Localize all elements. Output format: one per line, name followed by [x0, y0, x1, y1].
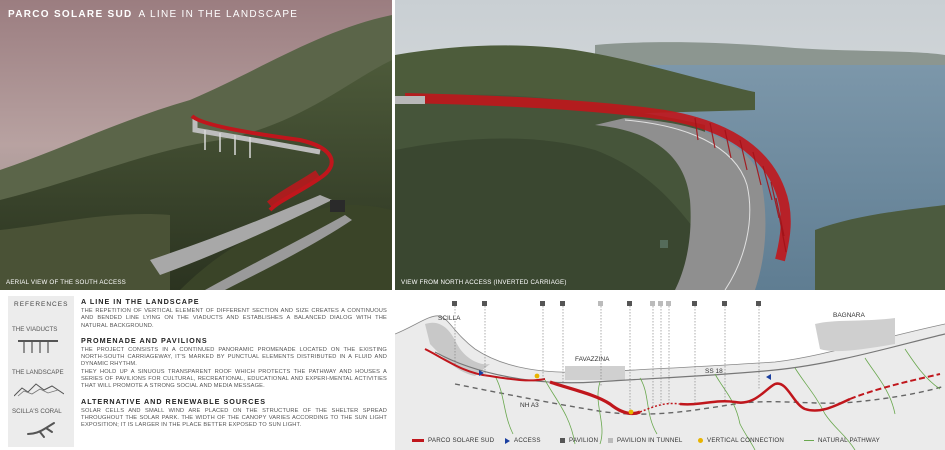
- references-heading: REFERENCES: [14, 301, 69, 308]
- legend-item-pavilion-tunnel: [608, 437, 683, 444]
- reference-label-coral: SCILLA'S CORAL: [12, 408, 62, 415]
- section-title-line: A LINE IN THE LANDSCAPE: [81, 297, 200, 306]
- board-title: [8, 9, 298, 20]
- dark-square-icon: [560, 438, 565, 443]
- legend-label-pavilion: PAVILION: [569, 437, 599, 444]
- green-line-icon: [804, 440, 814, 441]
- legend-label-access: ACCESS: [514, 437, 541, 444]
- section-body-promenade-2: THEY HOLD UP A SINUOUS TRANSPARENT ROOF WHICH PROTECTS THE PATHWAY AND HOUSES A SERIES OF PAVILIONS FOR CULTURAL, RECREATIONAL, EDUCATIONAL AND EXPERI-MENTAL ACTIVITIES THAT WILL PROMOTE A STRONG SOCIAL AND MEDIA MESSAGE.: [81, 368, 387, 390]
- coral-icon: [26, 420, 58, 440]
- legend-item-natural-pathway: [804, 437, 880, 444]
- light-square-icon: [608, 438, 613, 443]
- section-title-promenade: PROMENADE AND PAVILIONS: [81, 335, 208, 345]
- legend-label-vertical-connection: VERTICAL CONNECTION: [707, 437, 785, 444]
- blue-triangle-icon: [505, 438, 510, 444]
- north-access-view-photo: [395, 0, 945, 290]
- left-photo-caption: AERIAL VIEW OF THE SOUTH ACCESS: [6, 279, 127, 286]
- legend-label-pavilion-tunnel: PAVILION IN TUNNEL: [617, 437, 683, 444]
- yellow-dot-icon: [698, 438, 703, 443]
- board-title-sub: A LINE IN THE LANDSCAPE: [138, 9, 299, 20]
- aerial-photo-illustration: [0, 0, 392, 290]
- red-line-icon: [412, 439, 424, 442]
- legend-item-parco: [412, 437, 494, 444]
- section-body-promenade: THE PROJECT CONSISTS IN A CONTINUED PANORAMIC PROMENADE LOCATED ON THE EXISTING NORTH-SOUTH CARRIAGEWAY, IT'S MARKED BY PUNCTUAL ELEMENTS DISTRIBUTED IN A FLUID AND DYNAMIC RHYTHM.: [81, 346, 387, 368]
- map-label-ss18: SS 18: [705, 368, 723, 375]
- reference-label-landscape: THE LANDSCAPE: [12, 369, 64, 376]
- site-map: [395, 294, 945, 450]
- legend-item-vertical-connection: [698, 437, 784, 444]
- references-panel: [8, 296, 74, 447]
- map-label-favazzina: FAVAZZINA: [575, 356, 610, 363]
- right-photo-caption: VIEW FROM NORTH ACCESS (INVERTED CARRIAGE): [401, 279, 567, 286]
- section-body-line: THE REPETITION OF VERTICAL ELEMENT OF DIFFERENT SECTION AND SIZE CREATES A CONTINUOUS AND BENDED LINE LYING ON THE VIADUCTS AND ESTABLISHES A BALANCED DIALOG WITH THE NATURAL BACKGROUND.: [81, 308, 387, 329]
- landscape-icon: [14, 380, 64, 398]
- legend-label-natural-pathway: NATURAL PATHWAY: [818, 437, 880, 444]
- section-title-sources: ALTERNATIVE AND RENEWABLE SOURCES: [81, 396, 267, 406]
- legend-item-access: [505, 437, 541, 444]
- map-label-bagnara: BAGNARA: [833, 312, 865, 319]
- aerial-south-access-photo: [0, 0, 392, 290]
- map-label-nh-a3: NH A3: [520, 402, 539, 409]
- viaduct-icon: [18, 338, 58, 354]
- description-text-column: [81, 297, 387, 436]
- map-label-scilla: SCILLA: [438, 315, 461, 322]
- north-view-illustration: [395, 0, 945, 290]
- reference-label-viaducts: THE VIADUCTS: [12, 326, 58, 333]
- board-title-main: PARCO SOLARE SUD: [8, 9, 133, 20]
- legend-label-parco: PARCO SOLARE SUD: [428, 437, 495, 444]
- section-body-sources: SOLAR CELLS AND SMALL WIND ARE PLACED ON THE STRUCTURE OF THE SHELTER SPREAD THROUGHOUT THE SOLAR PARK. THE WIDTH OF THE CANOPY VARIES ACCORDING TO THE SUN LIGHT EXPOSITION; IT IS LARGER IN THE PLACE BETTER EXPOSED TO SUN LIGHT.: [81, 407, 387, 429]
- legend-item-pavilion: [560, 437, 598, 444]
